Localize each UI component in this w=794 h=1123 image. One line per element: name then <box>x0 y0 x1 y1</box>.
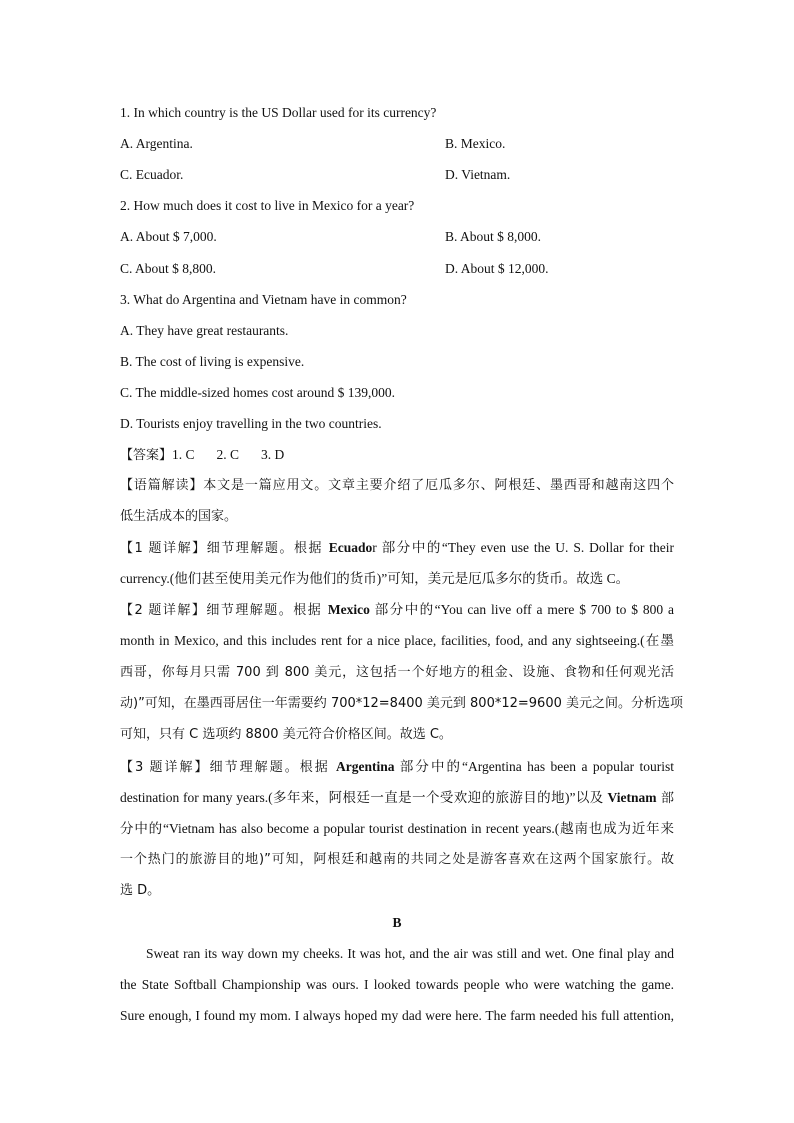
detail-2-keyword: Mexico <box>327 602 370 617</box>
detail-3-line-2-keyword: Vietnam <box>607 790 657 805</box>
detail-2-line-3: 西哥，你每月只需 700 到 800 美元，这包括一个好地方的租金、设施、食物和任何观光活 <box>120 665 674 680</box>
answer-label: 【答案】 <box>120 448 173 463</box>
detail-3-line-4: 一个热门的旅游目的地)”可知，阿根廷和越南的共同之处是游客喜欢在这两个国家旅行。故 <box>120 852 674 867</box>
detail-2-line-4: 动)”可知，在墨西哥居住一年需要约 700*12=8400 美元到 800*12=9600 美元之间。分析选项 <box>120 696 683 711</box>
detail-1-line-2: currency.(他们甚至使用美元作为他们的货币)”可知，美元是厄瓜多尔的货币。故选 C。 <box>120 571 630 586</box>
detail-2-label: 【2 题详解】 <box>120 603 207 618</box>
detail-1-pre: 细节理解题。根据 <box>206 541 329 556</box>
detail-2-post: 部分中的“You can live off a mere $ 700 to $ 800 a <box>369 602 674 617</box>
detail-3-line-3: 分中的“Vietnam has also become a popular tourist destination in recent years.(越南也成为近年来 <box>120 821 674 836</box>
detail-1-line-1 <box>120 538 674 559</box>
detail-3-line-1 <box>120 757 674 778</box>
question-3-option-c: C. The middle-sized homes cost around $ 139,000. <box>120 385 395 400</box>
overview-line-1: 【语篇解读】本文是一篇应用文。文章主要介绍了厄瓜多尔、阿根廷、墨西哥和越南这四个 <box>120 478 674 493</box>
detail-3-line-2 <box>120 788 674 809</box>
detail-3-label: 【3 题详解】 <box>120 760 210 775</box>
question-3-stem: 3. What do Argentina and Vietnam have in common? <box>120 292 407 307</box>
passage-line-2: the State Softball Championship was ours. I looked towards people who were watching the game. <box>120 977 674 992</box>
detail-2-line-2: month in Mexico, and this includes rent for a nice place, facilities, food, and any sightseeing.(在墨 <box>120 633 674 648</box>
overview-line-2: 低生活成本的国家。 <box>120 509 238 524</box>
passage-line-3: Sure enough, I found my mom. I always hoped my dad were here. The farm needed his full attention, <box>120 1008 674 1023</box>
detail-3-keyword: Argentina <box>336 759 395 774</box>
question-2-option-c: C. About $ 8,800. <box>120 261 217 276</box>
question-3-option-d: D. Tourists enjoy travelling in the two countries. <box>120 416 382 431</box>
section-heading: B <box>392 915 402 930</box>
question-1-stem: 1. In which country is the US Dollar used for its currency? <box>120 105 437 120</box>
passage-line-1: Sweat ran its way down my cheeks. It was hot, and the air was still and wet. One final play and <box>146 946 674 961</box>
answer-item-2: 2. C <box>216 447 240 462</box>
question-2-option-d: D. About $ 12,000. <box>445 261 549 276</box>
question-1-option-c: C. Ecuador. <box>120 167 184 182</box>
question-1-option-d: D. Vietnam. <box>445 167 511 182</box>
answer-item-1: 1. C <box>172 447 195 462</box>
detail-3-line-5: 选 D。 <box>120 883 161 898</box>
detail-2-line-5: 可知，只有 C 选项约 8800 美元符合价格区间。故选 C。 <box>120 727 452 742</box>
detail-3-post: 部分中的“Argentina has been a popular tourist <box>394 759 674 774</box>
question-2-option-a: A. About $ 7,000. <box>120 229 217 244</box>
detail-1-label: 【1 题详解】 <box>120 541 207 556</box>
detail-1-post: r 部分中的“They even use the U. S. Dollar for their <box>372 540 674 555</box>
question-1-option-b: B. Mexico. <box>445 136 506 151</box>
detail-2-line-1 <box>120 600 674 621</box>
answer-item-3: 3. D <box>261 447 285 462</box>
question-1-option-a: A. Argentina. <box>120 136 193 151</box>
question-2-stem: 2. How much does it cost to live in Mexico for a year? <box>120 198 415 213</box>
detail-1-keyword: Ecuado <box>328 540 373 555</box>
question-3-option-b: B. The cost of living is expensive. <box>120 354 305 369</box>
detail-3-pre: 细节理解题。根据 <box>209 760 336 775</box>
question-2-option-b: B. About $ 8,000. <box>445 229 542 244</box>
question-3-option-a: A. They have great restaurants. <box>120 323 289 338</box>
answer-line <box>120 445 674 466</box>
detail-3-line-2-text: destination for many years.(多年来，阿根廷一直是一个受欢迎的旅游目的地)”以及 <box>120 790 608 805</box>
detail-2-pre: 细节理解题。根据 <box>206 603 328 618</box>
detail-3-line-2-post: 部 <box>656 791 674 806</box>
